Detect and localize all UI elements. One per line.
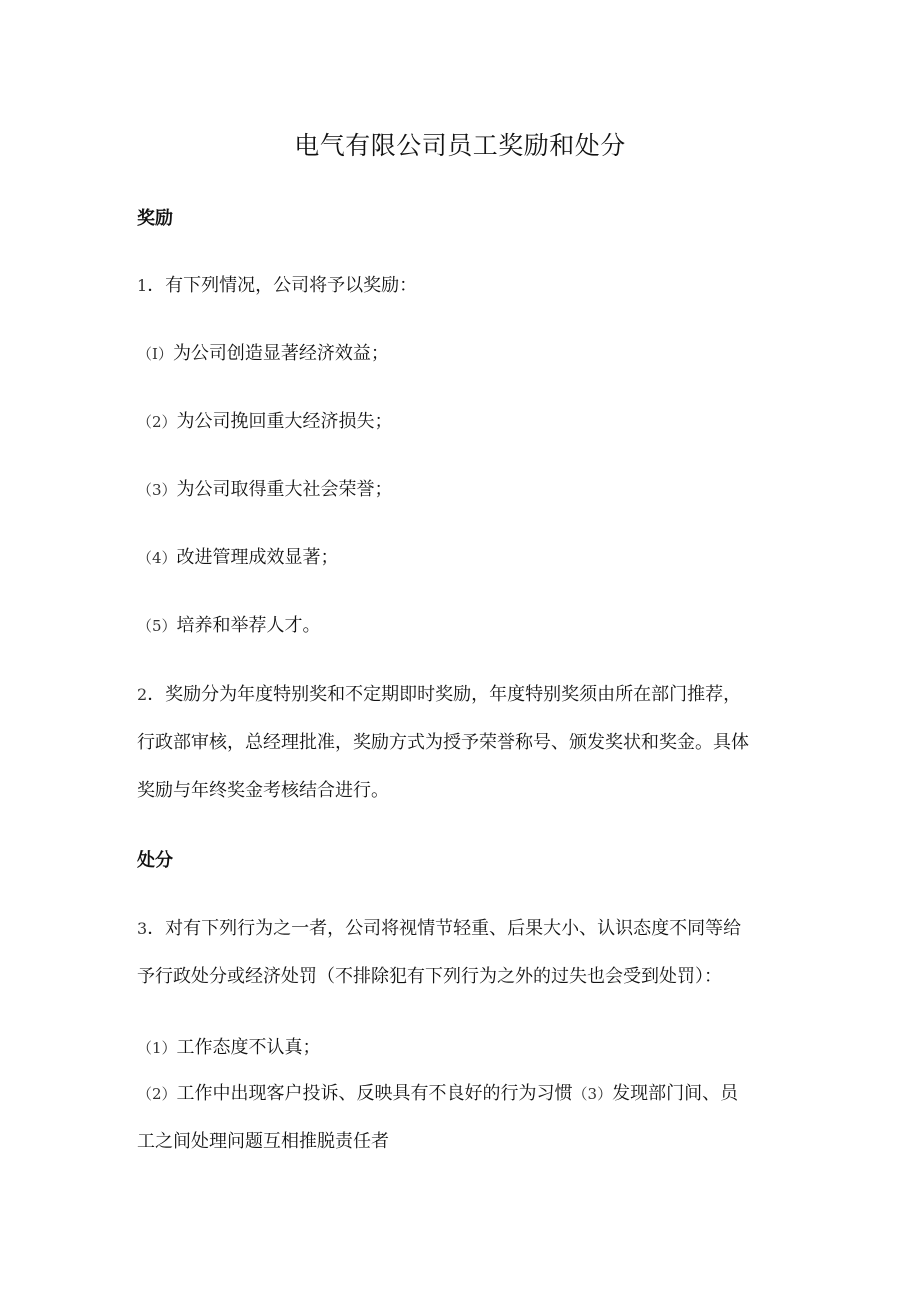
paragraph-line: 工之间处理问题互相推脱责任者: [137, 1131, 389, 1152]
line-text: ．奖励分为年度特别奖和不定期即时奖励，年度特别奖须由所在部门推荐，: [147, 684, 742, 705]
paragraph-line: 行政部审核，总经理批准，奖励方式为授予荣誉称号、颁发奖状和奖金。具体: [137, 732, 749, 753]
reward-sub-item: [137, 341, 389, 367]
sub-item-text: 工作态度不认真；: [176, 1037, 321, 1058]
sub-item-marker: （4）: [137, 549, 177, 567]
paragraph-line: 予行政处分或经济处罚（不排除犯有下列行为之外的过失也会受到处罚）：: [137, 966, 722, 987]
sub-item-text: 工作中出现客户投诉、反映具有不良好的行为习惯: [176, 1083, 573, 1104]
sub-item-text: 发现部门间、员: [612, 1083, 739, 1104]
sub-item-marker: （I）: [137, 345, 173, 363]
item-number: 1: [137, 276, 148, 295]
sub-item-marker: （1）: [137, 1039, 177, 1057]
item-number: 2: [137, 685, 148, 704]
section-heading-penalty: 处分: [137, 850, 173, 871]
reward-sub-item: [137, 477, 393, 503]
sub-item-marker: （5）: [137, 617, 177, 635]
sub-item-marker: （2）: [137, 413, 177, 431]
item-text: ．有下列情况，公司将予以奖励：: [147, 275, 418, 296]
sub-item-text: 为公司取得重大社会荣誉；: [176, 479, 393, 500]
line-text: ．对有下列行为之一者，公司将视情节轻重、后果大小、认识态度不同等给: [147, 918, 742, 939]
sub-item-marker: （3）: [572, 1085, 613, 1103]
sub-item-marker: （2）: [137, 1085, 177, 1103]
paragraph-line: 奖励与年终奖金考核结合进行。: [137, 780, 389, 801]
section-heading-reward: 奖励: [137, 208, 173, 229]
penalty-item-3: [137, 905, 777, 1001]
sub-item-text: 改进管理成效显著；: [176, 547, 339, 568]
reward-item-2: [137, 671, 777, 815]
sub-item-text: 为公司挽回重大经济损失；: [176, 411, 393, 432]
sub-item-marker: （3）: [137, 481, 177, 499]
item-number: 3: [137, 919, 148, 938]
reward-sub-item: [137, 613, 321, 639]
penalty-sub-item-2: [137, 1070, 777, 1166]
sub-item-text: 为公司创造显著经济效益；: [172, 343, 389, 364]
paragraph-line: [137, 1070, 777, 1118]
paragraph-line: [137, 905, 777, 953]
sub-item-text: 培养和举荐人才。: [176, 615, 321, 636]
reward-sub-item: [137, 545, 339, 571]
reward-sub-item: [137, 409, 393, 435]
reward-item-1: [137, 273, 417, 299]
penalty-sub-item: [137, 1035, 321, 1061]
paragraph-line: [137, 671, 777, 719]
document-title: 电气有限公司员工奖励和处分: [294, 131, 626, 160]
